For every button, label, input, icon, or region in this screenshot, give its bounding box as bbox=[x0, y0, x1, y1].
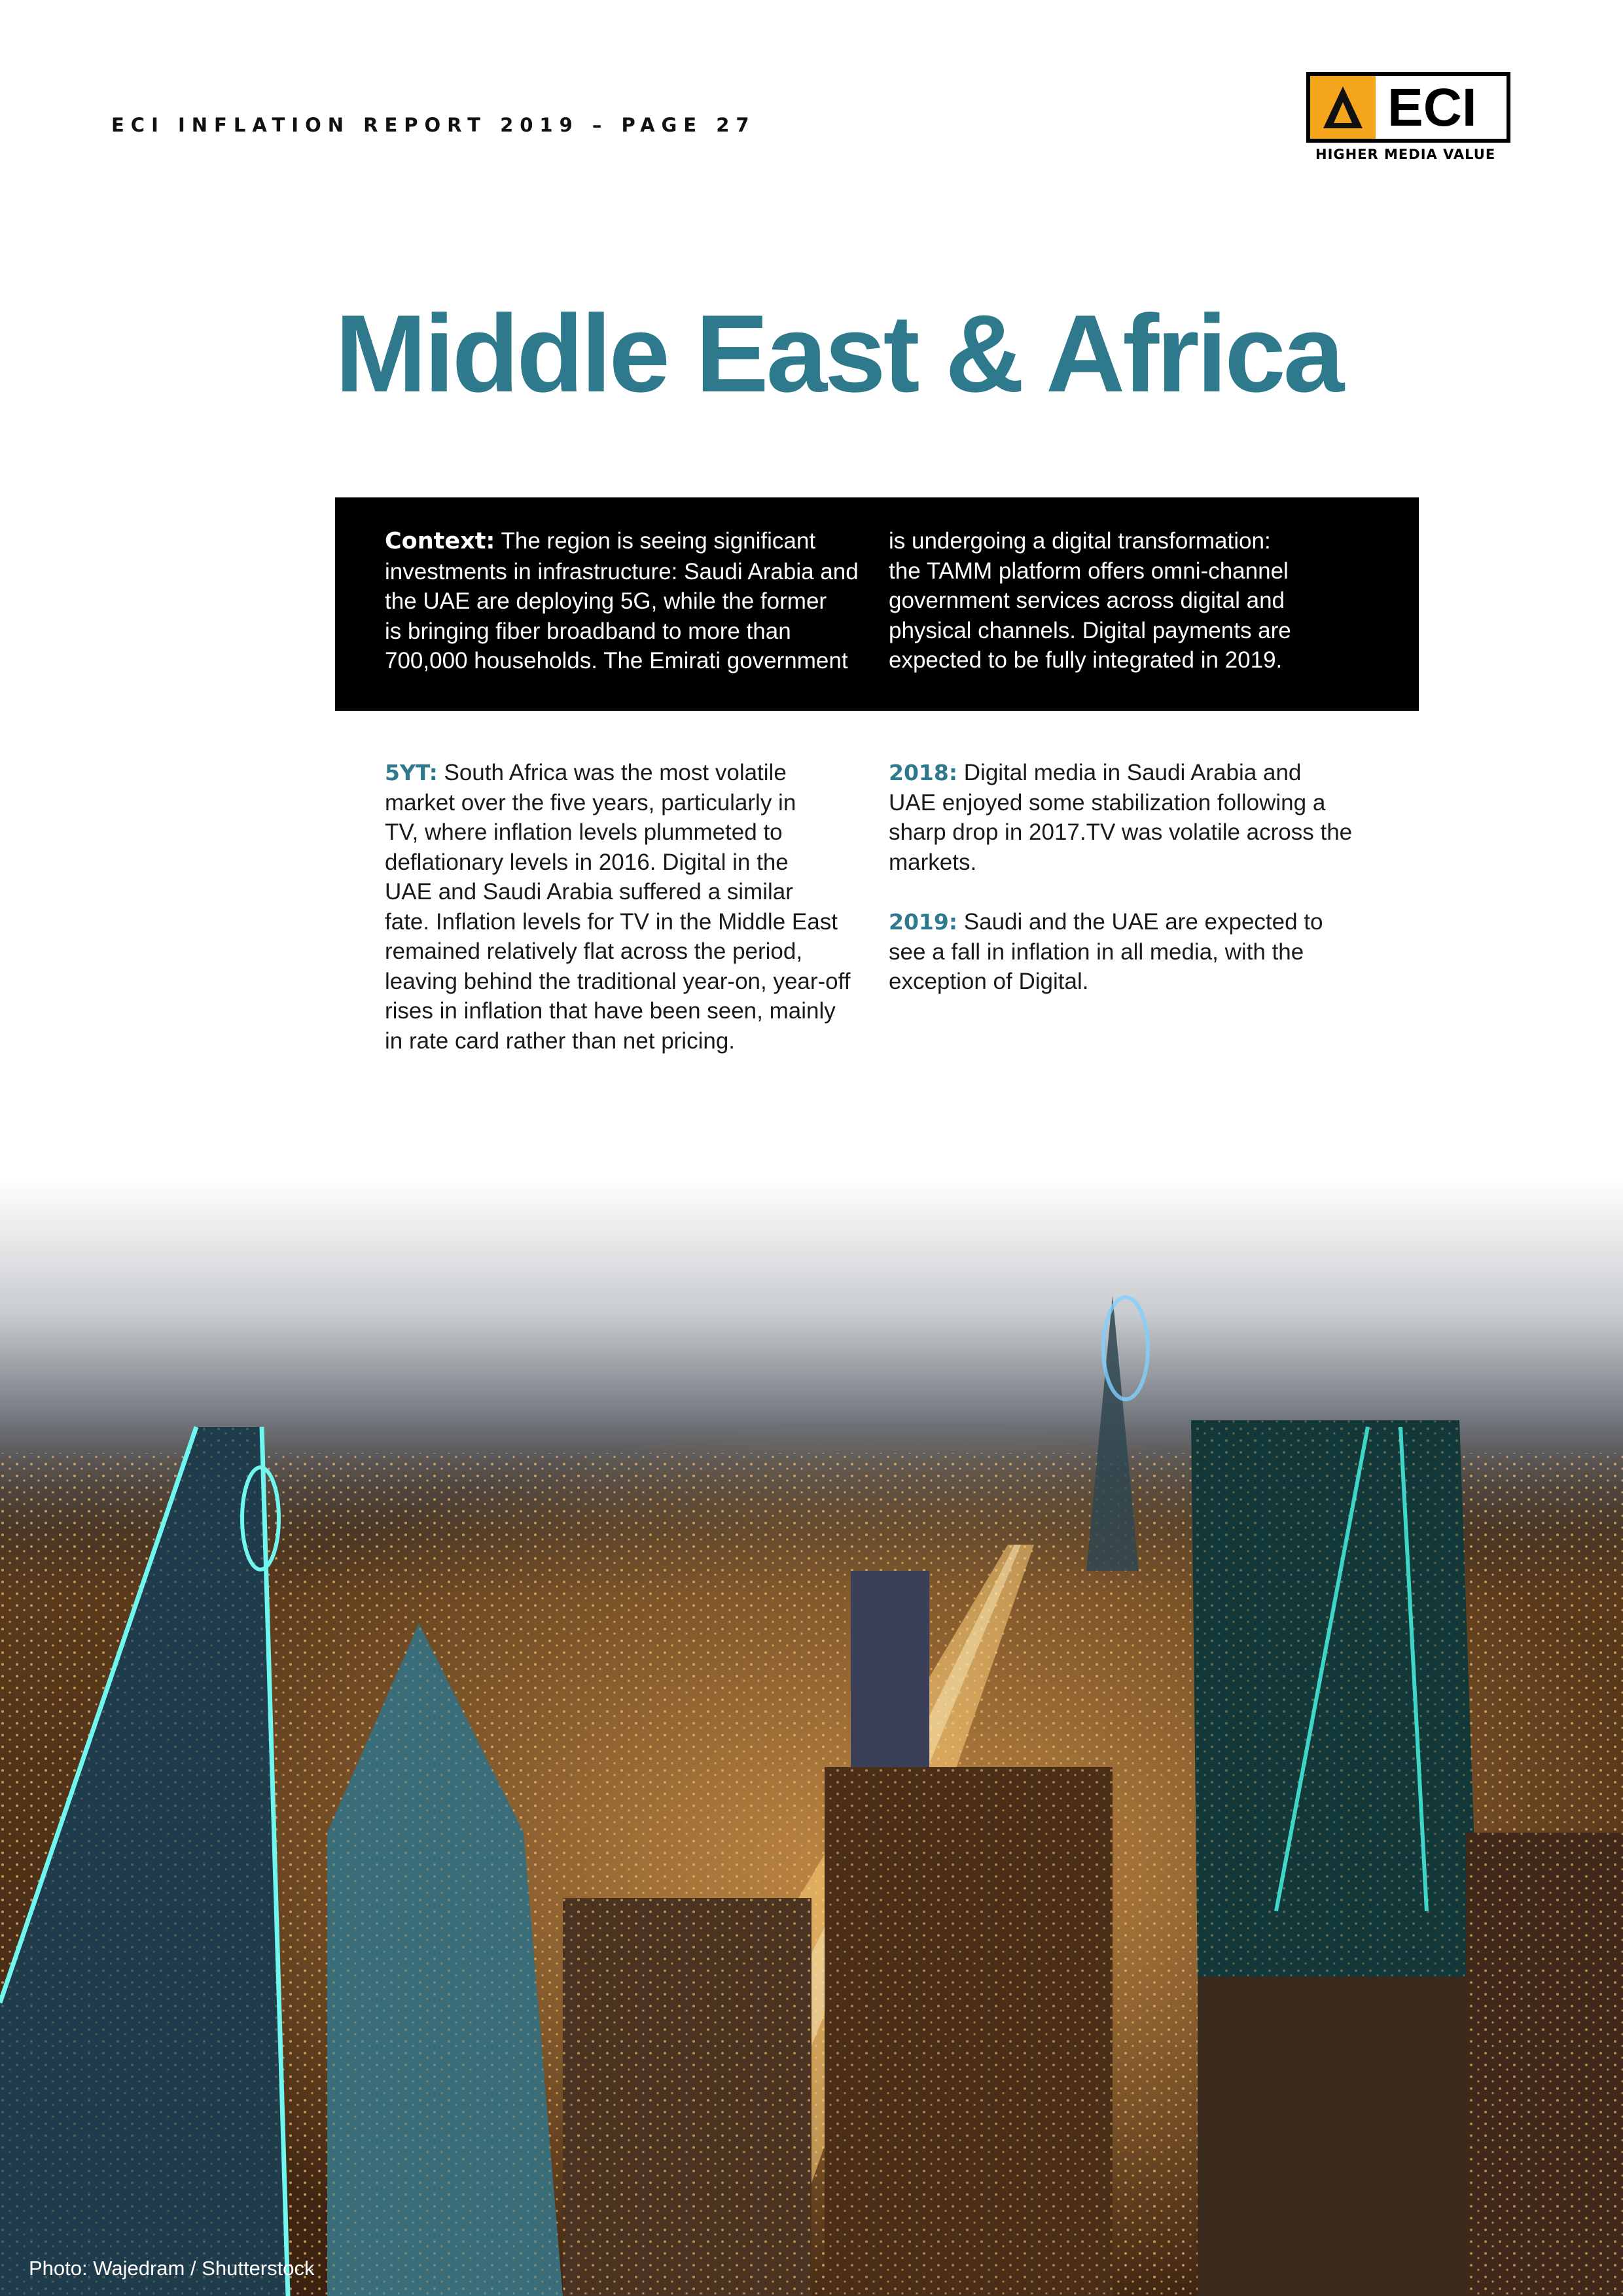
context-line: the TAMM platform offers omni-channel bbox=[889, 558, 1289, 584]
body-line: UAE and Saudi Arabia suffered a similar bbox=[385, 879, 793, 905]
body-line: markets. bbox=[889, 849, 977, 875]
context-line: 700,000 households. The Emirati government bbox=[385, 648, 848, 673]
context-line: is bringing fiber broadband to more than bbox=[385, 618, 791, 644]
paragraph-spacer bbox=[889, 877, 1373, 907]
body-line: UAE enjoyed some stabilization following a bbox=[889, 789, 1326, 816]
body-line: see a fall in inflation in all media, with the bbox=[889, 939, 1304, 965]
five-year-label: 5YT: bbox=[385, 760, 438, 785]
eci-logo bbox=[1306, 72, 1510, 165]
context-column-left bbox=[385, 526, 869, 676]
label-2019: 2019: bbox=[889, 909, 958, 935]
logo-triangle-icon bbox=[1310, 76, 1376, 139]
paragraph-2018 bbox=[889, 758, 1373, 877]
body-line: 2018: Digital media in Saudi Arabia and bbox=[889, 760, 1302, 785]
page-title: Middle East & Africa bbox=[335, 292, 1342, 415]
logo-tagline: HIGHER MEDIA VALUE bbox=[1315, 147, 1496, 162]
body-line: TV, where inflation levels plummeted to bbox=[385, 819, 783, 845]
running-header: ECI INFLATION REPORT 2019 – PAGE 27 bbox=[111, 114, 756, 136]
context-line: the UAE are deploying 5G, while the former bbox=[385, 588, 827, 614]
context-line: investments in infrastructure: Saudi Arabia and bbox=[385, 558, 859, 584]
body-line: rises in inflation that have been seen, mainly bbox=[385, 998, 836, 1024]
body-line: 2019: Saudi and the UAE are expected to bbox=[889, 909, 1323, 935]
body-line: leaving behind the traditional year-on, year-off bbox=[385, 968, 851, 994]
logo-wordmark: ECI bbox=[1387, 78, 1477, 137]
body-line: exception of Digital. bbox=[889, 969, 1089, 994]
year-notes-column bbox=[889, 758, 1373, 997]
five-year-trend-paragraph bbox=[385, 758, 869, 1056]
context-line: physical channels. Digital payments are bbox=[889, 617, 1291, 643]
context-line: is undergoing a digital transformation: bbox=[889, 528, 1271, 554]
body-line: market over the five years, particularly in bbox=[385, 789, 796, 816]
context-box bbox=[335, 497, 1419, 711]
logo-frame bbox=[1306, 72, 1510, 143]
city-skyline-photo bbox=[0, 1178, 1623, 2296]
body-line: in rate card rather than net pricing. bbox=[385, 1028, 736, 1054]
context-label: Context: bbox=[385, 528, 495, 554]
body-line: sharp drop in 2017.TV was volatile across the bbox=[889, 819, 1353, 845]
body-line: remained relatively flat across the period, bbox=[385, 939, 803, 964]
body-line: fate. Inflation levels for TV in the Middle East bbox=[385, 908, 838, 935]
context-line: Context: The region is seeing significant bbox=[385, 528, 816, 554]
context-column-right bbox=[889, 526, 1373, 675]
context-line: expected to be fully integrated in 2019. bbox=[889, 647, 1283, 673]
context-line: government services across digital and bbox=[889, 588, 1285, 613]
body-line: 5YT: South Africa was the most volatile bbox=[385, 760, 787, 785]
paragraph-2019 bbox=[889, 907, 1373, 997]
body-line: deflationary levels in 2016. Digital in the bbox=[385, 849, 789, 875]
label-2018: 2018: bbox=[889, 760, 958, 785]
photo-credit: Photo: Wajedram / Shutterstock bbox=[29, 2257, 315, 2280]
